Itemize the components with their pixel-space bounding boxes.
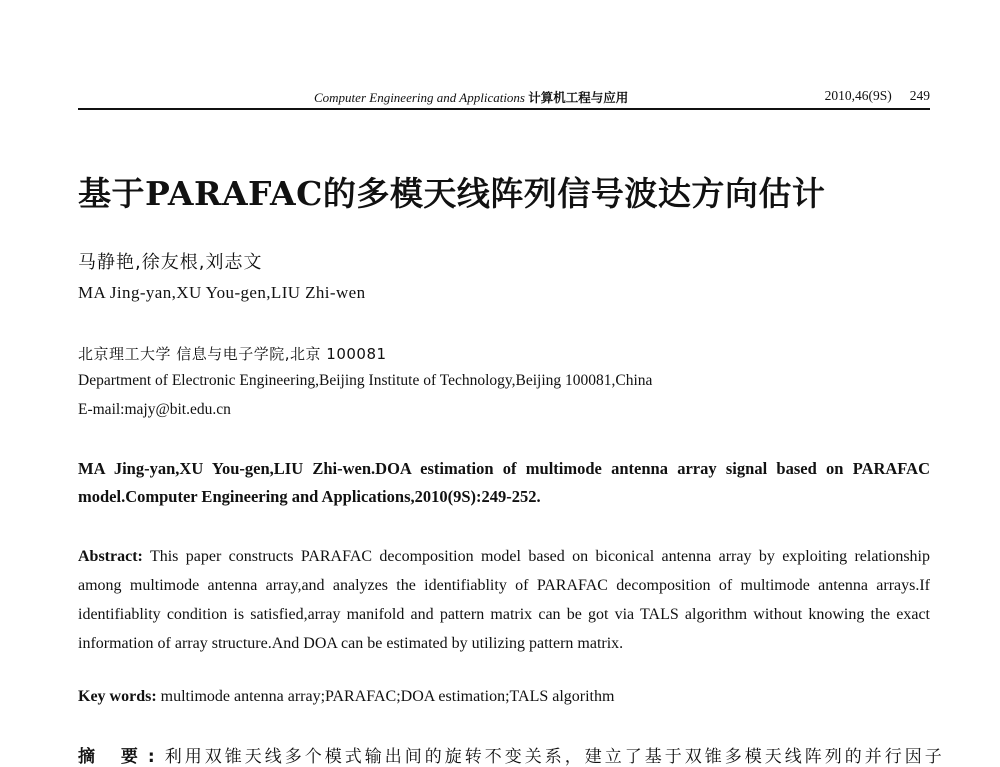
keywords-block: [78, 688, 930, 706]
authors-english: MA Jing-yan,XU You-gen,LIU Zhi-wen: [78, 283, 366, 302]
chinese-abstract-label: 摘 要:: [78, 747, 165, 767]
abstract-label: Abstract:: [78, 548, 143, 565]
paper-title: 基于PARAFAC的多模天线阵列信号波达方向估计: [78, 174, 826, 213]
header-rule: [78, 108, 930, 110]
journal-name-en: Computer Engineering and Applications: [314, 90, 525, 105]
page-number: 249: [909, 88, 930, 103]
authors-chinese: 马静艳,徐友根,刘志文: [78, 252, 263, 273]
chinese-abstract: [78, 742, 948, 767]
author-email: E-mail:majy@bit.edu.cn: [78, 401, 231, 418]
journal-name: [314, 88, 628, 106]
chinese-abstract-text: 利用双锥天线多个模式输出间的旋转不变关系，建立了基于双锥多模天线阵列的并行因子: [164, 747, 945, 767]
keywords-label: Key words:: [78, 688, 157, 705]
abstract-block: [78, 542, 930, 658]
affiliation-english: Department of Electronic Engineering,Beijing Institute of Technology,Beijing 100081,China: [78, 372, 653, 389]
issue-info: [825, 88, 930, 104]
citation-block: MA Jing-yan,XU You-gen,LIU Zhi-wen.DOA estimation of multimode antenna array signal based on PARAFAC model.Computer Engineering and Applications,2010(9S):249-252.: [78, 459, 930, 506]
abstract-text: This paper constructs PARAFAC decomposition model based on biconical antenna array by exploiting relationship among multimode antenna array,and analyzes the identifiablity of PARAFAC decomposition of multimode antenna arrays.If identifiablity condition is satisfied,array manifold and pattern matrix can be got via TALS algorithm without knowing the exact information of array structure.And DOA can be estimated by utilizing pattern matrix.: [78, 548, 930, 652]
keywords-text: multimode antenna array;PARAFAC;DOA estimation;TALS algorithm: [160, 688, 615, 705]
journal-name-cn: 计算机工程与应用: [528, 90, 629, 105]
issue-number: 2010,46(9S): [824, 88, 892, 103]
running-header: [78, 86, 930, 110]
affiliation-chinese: 北京理工大学 信息与电子学院,北京 100081: [78, 345, 387, 363]
